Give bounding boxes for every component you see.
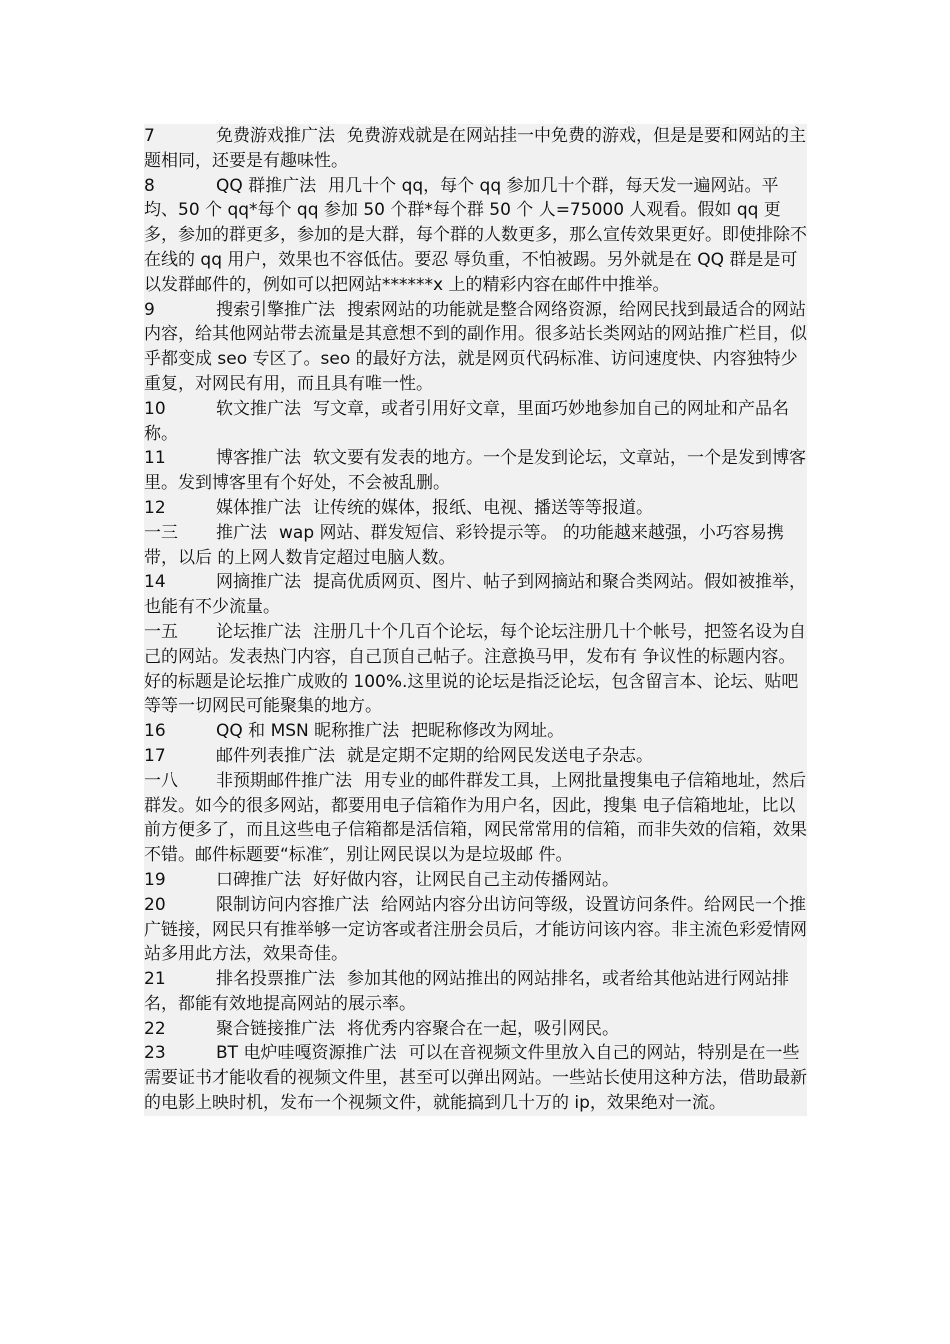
text-block [144, 124, 807, 1116]
entry-paragraph [144, 769, 807, 868]
entry-title: 非预期邮件推广法 [216, 770, 352, 791]
entry-body: 提高优质网页、图片、帖子到网摘站和聚合类网站。假如被推举，也能有不少流量。 [144, 572, 806, 618]
entry-title: 邮件列表推广法 [216, 745, 335, 766]
entry-body: 参加其他的网站推出的网站排名，或者给其他站进行网站排名，都能有效地提高网站的展示率。 [144, 969, 789, 1014]
entry-number: 12 [144, 497, 166, 518]
entry-paragraph [144, 124, 807, 174]
entry-number: 10 [144, 398, 166, 419]
entry-title: 聚合链接推广法 [216, 1018, 335, 1039]
entry-title: 口碑推广法 [216, 869, 301, 890]
entry-title: QQ 和 MSN 昵称推广法 [216, 721, 400, 742]
entry-body: 就是定期不定期的给网民发送电子杂志。 [347, 745, 653, 766]
entry-paragraph [144, 521, 807, 571]
entry-number: 20 [144, 894, 166, 915]
entry-number: 7 [144, 126, 155, 146]
entry-paragraph [144, 967, 807, 1017]
entry-title: 限制访问内容推广法 [216, 894, 369, 915]
entry-title: 推广法 [216, 522, 267, 543]
entry-body: 让传统的媒体，报纸、电视、播送等等报道。 [313, 497, 653, 518]
entry-paragraph [144, 744, 807, 769]
entry-number: 一三 [144, 522, 178, 543]
entry-body: 写文章，或者引用好文章，里面巧妙地参加自己的网址和产品名称。 [144, 398, 789, 444]
entry-number: 11 [144, 448, 166, 469]
entry-body: wap 网站、群发短信、彩铃提示等。 的功能越来越强，小巧容易携带，以后 的上网人数肯定超过电脑人数。 [144, 522, 784, 568]
entry-paragraph [144, 446, 807, 496]
entry-body: 注册几十个几百个论坛，每个论坛注册几十个帐号，把签名设为自己的网站。发表热门内容，自己顶自己帖子。注意换马甲，发布有 争议性的标题内容。好的标题是论坛推广成败的 100%.这里说的论坛是指泛论坛，包含留言本、论坛、贴吧等等一切网民可能聚集的地方。 [144, 621, 806, 717]
entry-body: 用专业的邮件群发工具，上网批量搜集电子信箱地址，然后群发。如今的很多网站，都要用电子信箱作为用户名，因此，搜集 电子信箱地址，比以前方便多了，而且这些电子信箱都是活信箱，网民常常用的信箱，而非失效的信箱，效果不错。邮件标题要“标准″，别让网民误以为是垃圾邮 件。 [144, 770, 807, 866]
entry-number: 17 [144, 745, 166, 766]
entry-paragraph [144, 719, 807, 744]
entry-number: 9 [144, 299, 155, 320]
entry-body: 好好做内容，让网民自己主动传播网站。 [313, 869, 619, 890]
entry-number: 14 [144, 572, 166, 593]
entry-body: 搜索网站的功能就是整合网络资源，给网民找到最适合的网站内容，给其他网站带去流量是其意想不到的副作用。很多站长类网站的网站推广栏目，似乎都变成 seo 专区了。seo 的最好方法，就是网页代码标准、访问速度快、内容独特少 重复，对网民有用，而且具有唯一性。 [144, 299, 807, 394]
entry-title: 排名投票推广法 [216, 969, 335, 990]
entry-body: 软文要有发表的地方。一个是发到论坛，文章站，一个是发到博客里。发到博客里有个好处，不会被乱删。 [144, 448, 806, 494]
entry-title: 媒体推广法 [216, 497, 301, 518]
entry-number: 22 [144, 1018, 166, 1039]
entry-body: 用几十个 qq，每个 qq 参加几十个群，每天发一遍网站。平均、50 个 qq*每个 qq 参加 50 个群*每个群 50 个 人=75000 人观看。假如 qq 更多，参加的群更多，参加的是大群，每个群的人数更多，那么宣传效果更好。即使排除不在线的 qq 用户，效果也不容低估。要忍 辱负重，不怕被踢。另外就是在 QQ 群是是可以发群邮件的，例如可以把网站******x 上的精彩内容在邮件中推举。 [144, 175, 807, 295]
entry-title: 搜索引擎推广法 [216, 299, 335, 320]
entry-body: 把昵称修改为网址。 [411, 721, 565, 742]
entry-title: 软文推广法 [216, 398, 301, 419]
entry-title: 博客推广法 [216, 448, 301, 469]
entry-number: 8 [144, 175, 155, 196]
entry-paragraph [144, 1041, 807, 1115]
entry-body: 将优秀内容聚合在一起，吸引网民。 [347, 1018, 619, 1039]
entry-paragraph [144, 570, 807, 620]
entry-paragraph [144, 174, 807, 298]
entry-title: QQ 群推广法 [216, 175, 317, 196]
entry-title: 免费游戏推广法 [216, 126, 335, 146]
entry-body: 免费游戏就是在网站挂一中免费的游戏，但是是要和网站的主题相同，还要是有趣味性。 [144, 126, 806, 171]
entry-number: 23 [144, 1043, 166, 1064]
entry-paragraph [144, 496, 807, 521]
entry-number: 一五 [144, 621, 178, 642]
entry-body: 可以在音视频文件里放入自己的网站，特别是在一些需要证书才能收看的视频文件里，甚至可以弹出网站。一些站长使用这种方法，借助最新的电影上映时机，发布一个视频文件，就能搞到几十万的 ip，效果绝对一流。 [144, 1043, 807, 1114]
entry-paragraph [144, 868, 807, 893]
entry-paragraph [144, 397, 807, 447]
entry-paragraph [144, 893, 807, 967]
entry-title: 论坛推广法 [216, 621, 301, 642]
entry-paragraph [144, 1017, 807, 1042]
entry-number: 21 [144, 969, 166, 990]
entry-body: 给网站内容分出访问等级，设置访问条件。给网民一个推广链接，网民只有推举够一定访客或者注册会员后，才能访问该内容。非主流色彩爱情网站多用此方法，效果奇佳。 [144, 894, 807, 965]
entry-number: 16 [144, 721, 166, 742]
entry-number: 一八 [144, 770, 178, 791]
entry-number: 19 [144, 869, 166, 890]
entry-title: BT 电炉哇嘎资源推广法 [216, 1043, 397, 1064]
entry-title: 网摘推广法 [216, 572, 301, 593]
entry-paragraph [144, 298, 807, 397]
entry-paragraph [144, 620, 807, 719]
